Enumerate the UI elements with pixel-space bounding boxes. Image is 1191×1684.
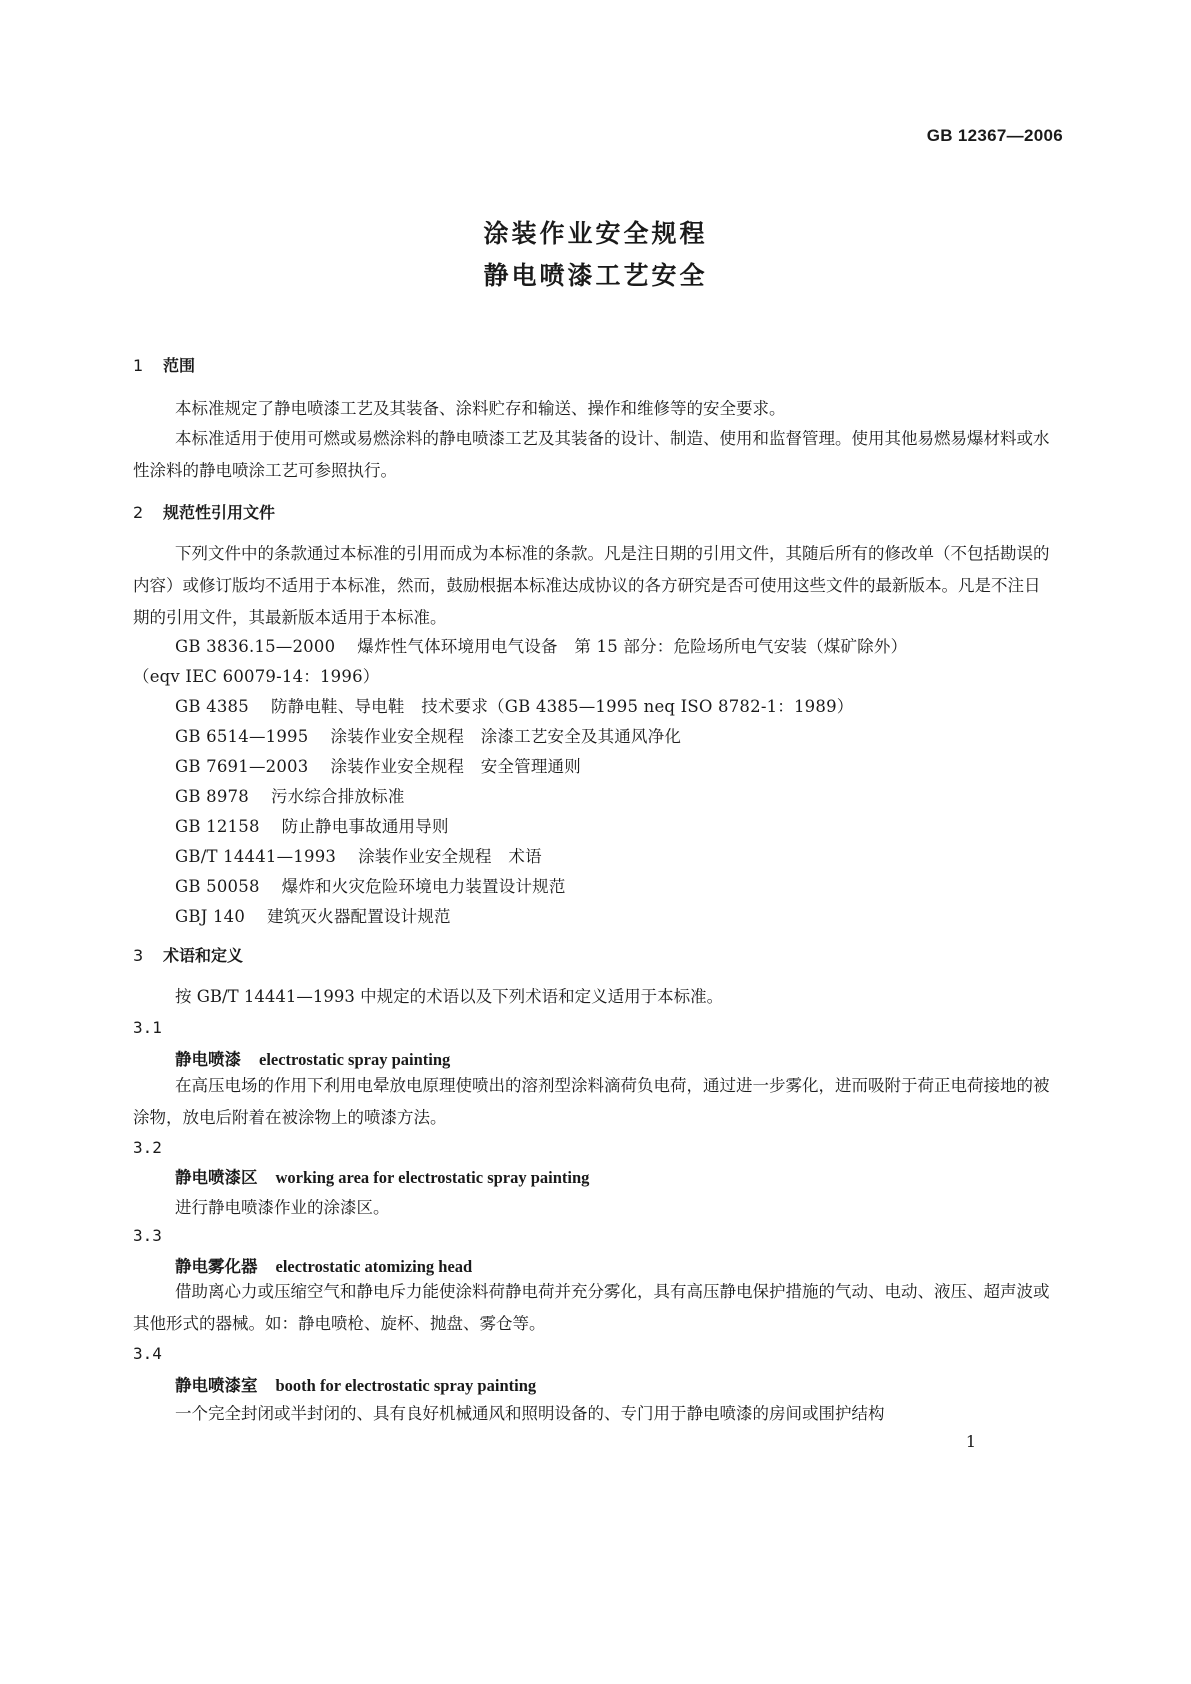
- reference-title: 涂装作业安全规程 涂漆工艺安全及其通风净化: [330, 727, 682, 746]
- reference-title: 防止静电事故通用导则: [281, 817, 449, 836]
- term-number: 3.1: [133, 1018, 162, 1037]
- term-heading: [175, 1164, 589, 1188]
- term-definition: 一个完全封闭或半封闭的、具有良好机械通风和照明设备的、专门用于静电喷漆的房间或围护结构: [175, 1404, 885, 1423]
- section-3-intro: 按 GB/T 14441—1993 中规定的术语以及下列术语和定义适用于本标准。: [175, 987, 724, 1006]
- section-2-heading: [133, 500, 275, 523]
- section-title: 术语和定义: [163, 946, 244, 965]
- term-definition: 在高压电场的作用下利用电晕放电原理使喷出的溶剂型涂料滴荷负电荷，通过进一步雾化，进而吸附于荷正电荷接地的被涂物，放电后附着在被涂物上的喷漆方法。: [133, 1076, 1050, 1127]
- reference-code: GBJ 140: [175, 907, 246, 926]
- reference-item: [175, 753, 581, 777]
- reference-item: [175, 903, 451, 927]
- term-definition: 进行静电喷漆作业的涂漆区。: [175, 1198, 390, 1217]
- reference-item: [175, 783, 405, 807]
- reference-item: [175, 693, 853, 717]
- term-heading: [175, 1046, 450, 1070]
- reference-code: GB 8978: [175, 787, 249, 806]
- section-number: 2: [133, 503, 144, 522]
- term-english: electrostatic spray painting: [259, 1050, 451, 1069]
- reference-item: [175, 813, 449, 837]
- reference-title: 爆炸性气体环境用电气设备 第 15 部分：危险场所电气安装（煤矿除外）: [357, 637, 908, 656]
- term-chinese: 静电雾化器: [175, 1257, 258, 1276]
- reference-code: GB 6514—1995: [175, 727, 309, 746]
- reference-title: 污水综合排放标准: [270, 787, 405, 806]
- reference-code: GB 3836.15—2000: [175, 637, 336, 656]
- term-number: 3.3: [133, 1226, 162, 1245]
- page-number: 1: [965, 1432, 976, 1451]
- reference-item: [175, 633, 907, 657]
- section-title: 范围: [163, 356, 196, 375]
- reference-title: 涂装作业安全规程 安全管理通则: [330, 757, 581, 776]
- term-chinese: 静电喷漆室: [175, 1376, 258, 1395]
- term-heading: [175, 1372, 536, 1396]
- term-english: electrostatic atomizing head: [275, 1257, 473, 1276]
- section-3-heading: [133, 943, 243, 966]
- reference-title: 涂装作业安全规程 术语: [358, 847, 542, 866]
- term-chinese: 静电喷漆: [175, 1050, 241, 1069]
- section-1-paragraph-1: 本标准规定了静电喷漆工艺及其装备、涂料贮存和输送、操作和维修等的安全要求。: [175, 399, 786, 418]
- standard-code: GB 12367—2006: [926, 126, 1063, 145]
- section-1-paragraph-2: 本标准适用于使用可燃或易燃涂料的静电喷漆工艺及其装备的设计、制造、使用和监督管理。使用其他易燃易爆材料或水性涂料的静电喷涂工艺可参照执行。: [133, 429, 1050, 480]
- reference-item-continuation: [133, 663, 379, 687]
- term-definition: 借助离心力或压缩空气和静电斥力能使涂料荷静电荷并充分雾化，具有高压静电保护措施的气动、电动、液压、超声波或其他形式的器械。如：静电喷枪、旋杯、抛盘、雾仓等。: [133, 1282, 1050, 1333]
- term-english: working area for electrostatic spray painting: [275, 1168, 590, 1187]
- reference-code: GB 12158: [175, 817, 260, 836]
- reference-code: GB 4385: [175, 697, 249, 716]
- reference-title: 建筑灭火器配置设计规范: [267, 907, 451, 926]
- section-2-paragraph: 下列文件中的条款通过本标准的引用而成为本标准的条款。凡是注日期的引用文件，其随后所有的修改单（不包括勘误的内容）或修订版均不适用于本标准，然而，鼓励根据本标准达成协议的各方研究是否可使用这些文件的最新版本。凡是不注日期的引用文件，其最新版本适用于本标准。: [133, 544, 1050, 627]
- reference-code: GB 50058: [175, 877, 260, 896]
- term-number: 3.4: [133, 1344, 162, 1363]
- section-1-heading: [133, 353, 195, 376]
- reference-item: [175, 843, 542, 867]
- reference-code: GB/T 14441—1993: [175, 847, 337, 866]
- reference-code: GB 7691—2003: [175, 757, 309, 776]
- term-heading: [175, 1253, 472, 1277]
- section-number: 3: [133, 946, 144, 965]
- section-title: 规范性引用文件: [163, 503, 276, 522]
- term-english: booth for electrostatic spray painting: [275, 1376, 537, 1395]
- reference-title: 防静电鞋、导电鞋 技术要求（GB 4385—1995 neq ISO 8782-1：1989）: [270, 697, 854, 716]
- reference-item: [175, 723, 681, 747]
- term-number: 3.2: [133, 1138, 162, 1157]
- document-title-line1: 涂装作业安全规程: [483, 219, 708, 248]
- reference-item: [175, 873, 566, 897]
- document-title-line2: 静电喷漆工艺安全: [483, 261, 708, 290]
- section-number: 1: [133, 356, 144, 375]
- reference-title: 爆炸和火灾危险环境电力装置设计规范: [281, 877, 566, 896]
- term-chinese: 静电喷漆区: [175, 1168, 258, 1187]
- reference-code: （eqv IEC 60079-14：1996）: [133, 667, 380, 686]
